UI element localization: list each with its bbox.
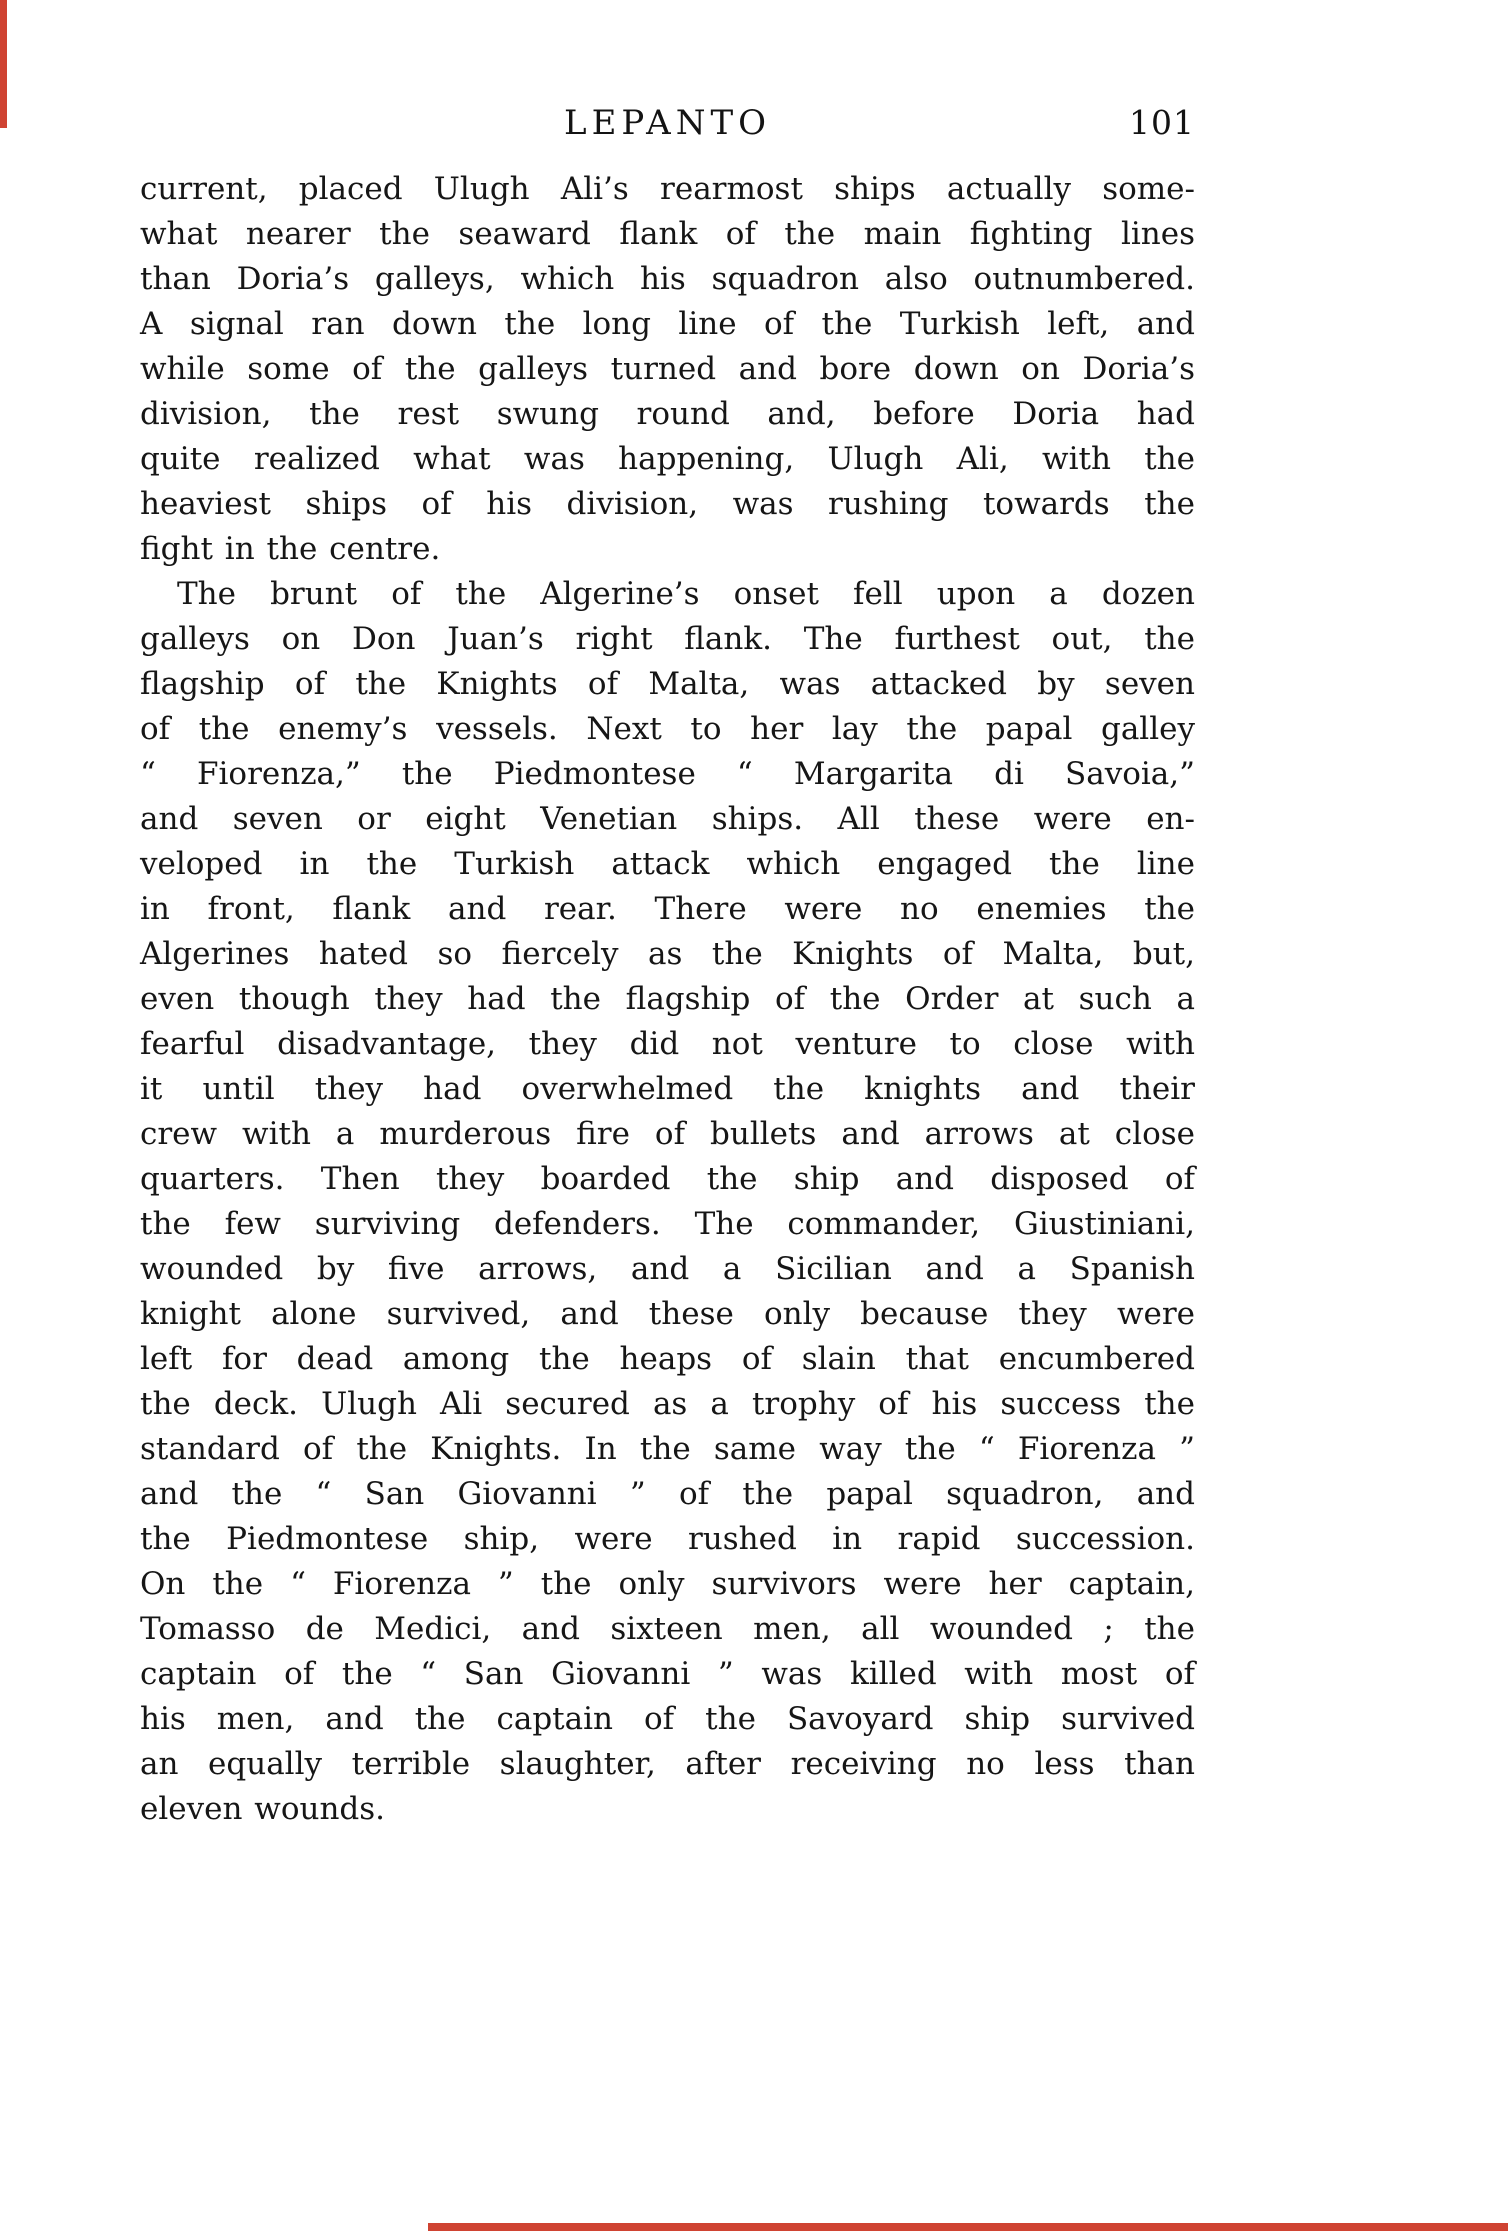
text-line: even though they had the flagship of the Order at such a xyxy=(140,981,1195,1017)
text-line: the few surviving defenders. The commander, Giustiniani, xyxy=(140,1206,1195,1242)
scan-edge-mark-left xyxy=(0,0,7,128)
page-header xyxy=(140,103,1195,143)
text-line: crew with a murderous fire of bullets and arrows at close xyxy=(140,1116,1195,1152)
text-line: current, placed Ulugh Ali’s rearmost ships actually some- xyxy=(140,171,1195,207)
text-line: in front, flank and rear. There were no enemies the xyxy=(140,891,1195,927)
text-line: “ Fiorenza,” the Piedmontese “ Margarita di Savoia,” xyxy=(140,756,1195,792)
text-line: of the enemy’s vessels. Next to her lay the papal galley xyxy=(140,711,1195,747)
body-text xyxy=(140,167,1195,1832)
text-line: an equally terrible slaughter, after receiving no less than xyxy=(140,1746,1195,1782)
text-line: Algerines hated so fiercely as the Knights of Malta, but, xyxy=(140,936,1195,972)
text-line: knight alone survived, and these only because they were xyxy=(140,1296,1195,1332)
text-line: A signal ran down the long line of the Turkish left, and xyxy=(140,306,1195,342)
text-line: what nearer the seaward flank of the main fighting lines xyxy=(140,216,1195,252)
text-line: The brunt of the Algerine’s onset fell upon a dozen xyxy=(177,576,1195,612)
text-line: his men, and the captain of the Savoyard ship survived xyxy=(140,1701,1195,1737)
text-line: heaviest ships of his division, was rushing towards the xyxy=(140,486,1195,522)
text-line: galleys on Don Juan’s right flank. The furthest out, the xyxy=(140,621,1195,657)
text-line: quite realized what was happening, Ulugh Ali, with the xyxy=(140,441,1195,477)
paragraph xyxy=(140,167,1195,572)
text-line: captain of the “ San Giovanni ” was killed with most of xyxy=(140,1656,1195,1692)
text-line: while some of the galleys turned and bore down on Doria’s xyxy=(140,351,1195,387)
text-line: veloped in the Turkish attack which engaged the line xyxy=(140,846,1195,882)
text-line: fight in the centre. xyxy=(140,531,441,567)
text-line: quarters. Then they boarded the ship and disposed of xyxy=(140,1161,1195,1197)
text-line: than Doria’s galleys, which his squadron also outnumbered. xyxy=(140,261,1195,297)
text-line: the deck. Ulugh Ali secured as a trophy of his success the xyxy=(140,1386,1195,1422)
text-line: left for dead among the heaps of slain that encumbered xyxy=(140,1341,1195,1377)
text-line: On the “ Fiorenza ” the only survivors were her captain, xyxy=(140,1566,1195,1602)
text-line: division, the rest swung round and, before Doria had xyxy=(140,396,1195,432)
running-title: LEPANTO xyxy=(563,103,771,143)
text-line: Tomasso de Medici, and sixteen men, all wounded ; the xyxy=(140,1611,1195,1647)
paragraph xyxy=(140,572,1195,1832)
page-number: 101 xyxy=(1129,103,1195,142)
text-line: standard of the Knights. In the same way the “ Fiorenza ” xyxy=(140,1431,1195,1467)
text-line: wounded by five arrows, and a Sicilian and a Spanish xyxy=(140,1251,1195,1287)
text-line: flagship of the Knights of Malta, was attacked by seven xyxy=(140,666,1195,702)
text-line: and seven or eight Venetian ships. All these were en- xyxy=(140,801,1195,837)
text-line: eleven wounds. xyxy=(140,1791,386,1827)
text-line: fearful disadvantage, they did not venture to close with xyxy=(140,1026,1195,1062)
text-line: and the “ San Giovanni ” of the papal squadron, and xyxy=(140,1476,1195,1512)
text-line: it until they had overwhelmed the knights and their xyxy=(140,1071,1195,1107)
scan-edge-mark-bottom xyxy=(428,2223,1508,2231)
text-line: the Piedmontese ship, were rushed in rapid succession. xyxy=(140,1521,1195,1557)
